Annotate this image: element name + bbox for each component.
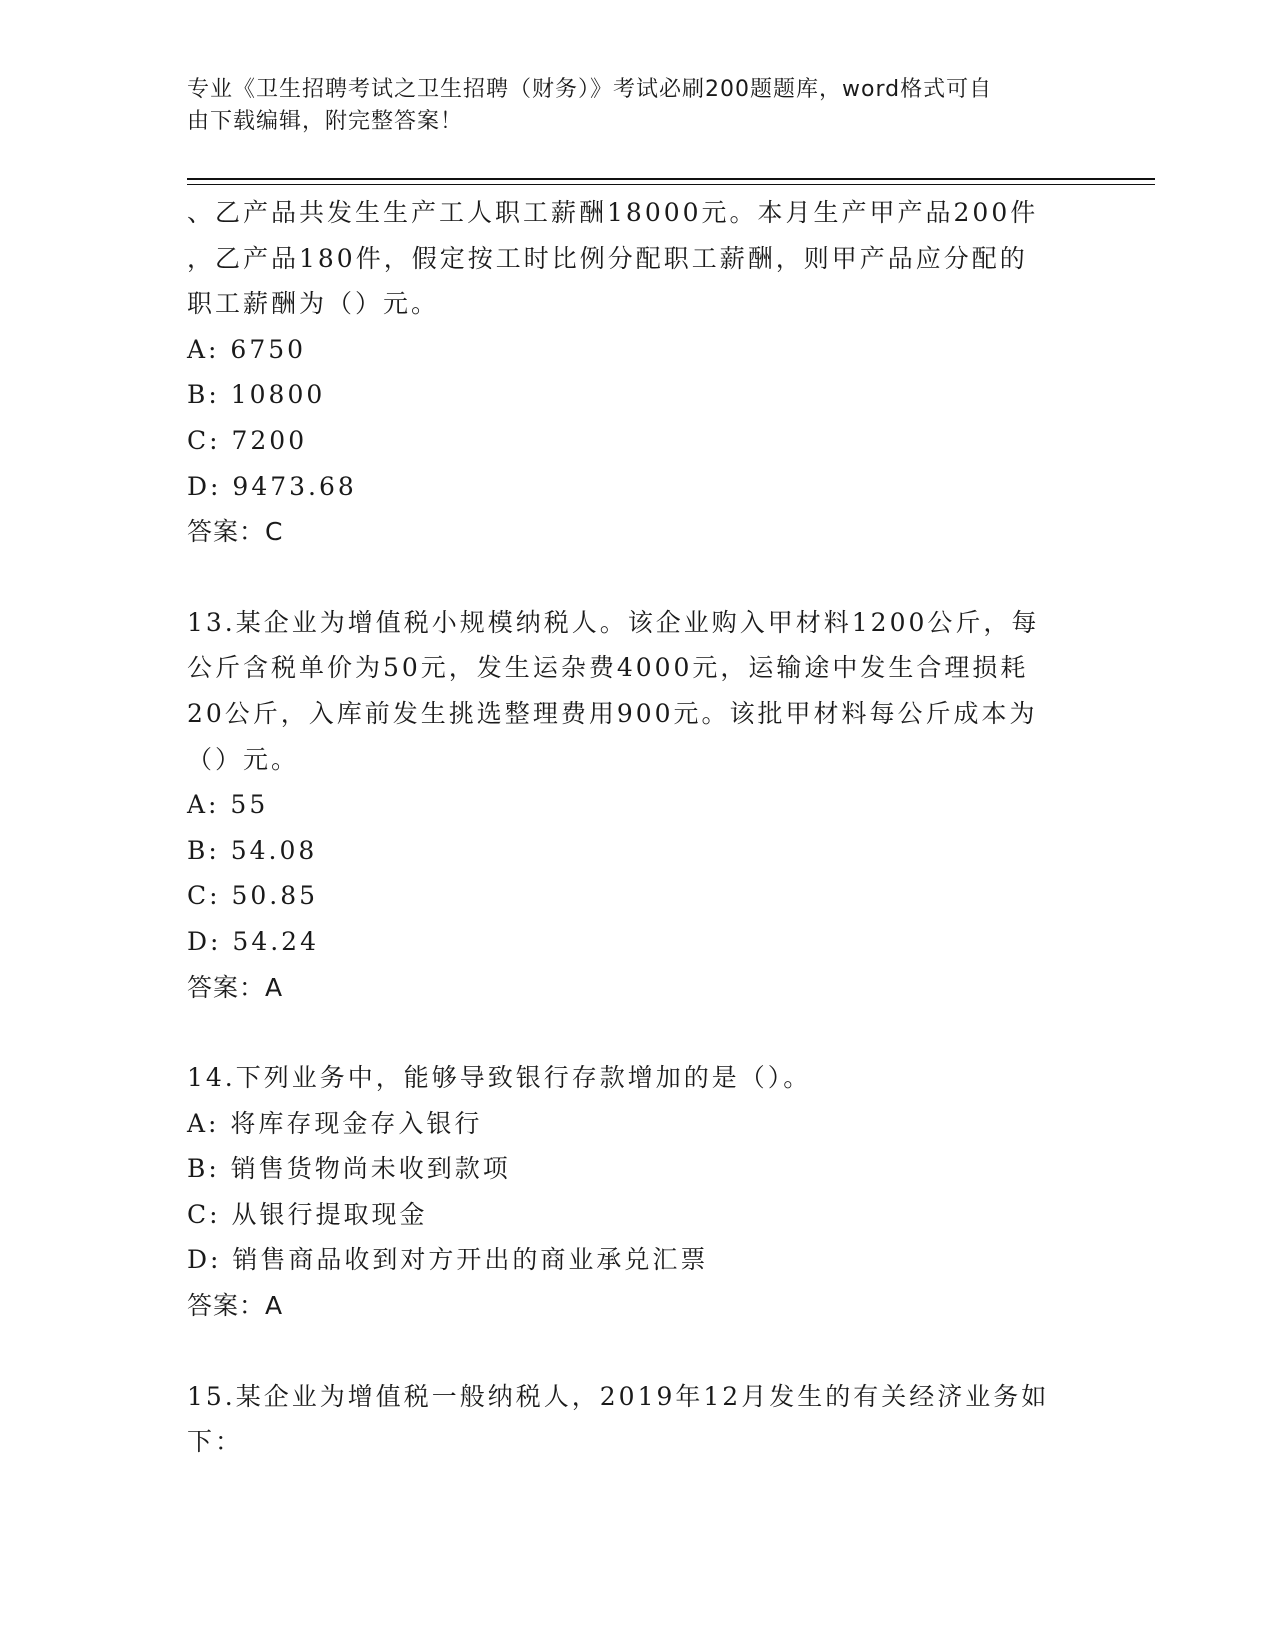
option-c: C: 从银行提取现金	[187, 1199, 428, 1229]
header-line-2: 由下载编辑，附完整答案！	[187, 109, 464, 134]
option-a: A: 55	[187, 790, 269, 820]
option-d: D: 9473.68	[187, 471, 357, 501]
option-c: C: 7200	[187, 425, 308, 455]
answer-line: 答案：A	[187, 1291, 284, 1321]
question-text-line: 下：	[187, 1427, 244, 1457]
question-12	[187, 190, 1067, 555]
option-d: D: 54.24	[187, 926, 319, 956]
option-c: C: 50.85	[187, 881, 319, 911]
option-a: A: 将库存现金存入银行	[187, 1108, 483, 1138]
option-d: D: 销售商品收到对方开出的商业承兑汇票	[187, 1245, 709, 1275]
question-list	[187, 190, 1067, 1465]
question-15	[187, 1374, 1067, 1465]
question-text-line: 20公斤，入库前发生挑选整理费用900元。该批甲材料每公斤成本为	[187, 698, 1038, 728]
header-line-1: 专业《卫生招聘考试之卫生招聘（财务）》考试必刷200题题库，word格式可自	[187, 77, 993, 102]
document-header	[187, 74, 1057, 138]
question-text-line: 15.某企业为增值税一般纳税人，2019年12月发生的有关经济业务如	[187, 1381, 1050, 1411]
header-divider-thin	[187, 184, 1155, 185]
question-text-line: 14.下列业务中，能够导致银行存款增加的是（）。	[187, 1063, 812, 1093]
question-13	[187, 600, 1067, 1010]
question-text-line: 13.某企业为增值税小规模纳税人。该企业购入甲材料1200公斤，每	[187, 607, 1040, 637]
option-a: A: 6750	[187, 334, 307, 364]
question-text-line: 、乙产品共发生生产工人职工薪酬18000元。本月生产甲产品200件	[187, 198, 1039, 227]
question-text-line: （）元。	[187, 744, 300, 774]
question-text-line: 职工薪酬为（）元。	[187, 289, 440, 319]
option-b: B: 销售货物尚未收到款项	[187, 1154, 511, 1184]
header-divider-thick	[187, 178, 1155, 180]
question-text-line: ，乙产品180件，假定按工时比例分配职工薪酬，则甲产品应分配的	[187, 243, 1028, 273]
question-14	[187, 1055, 1067, 1329]
option-b: B: 10800	[187, 380, 326, 410]
answer-line: 答案：C	[187, 517, 284, 547]
option-b: B: 54.08	[187, 835, 318, 865]
question-text-line: 公斤含税单价为50元，发生运杂费4000元，运输途中发生合理损耗	[187, 653, 1029, 683]
answer-line: 答案：A	[187, 972, 284, 1002]
